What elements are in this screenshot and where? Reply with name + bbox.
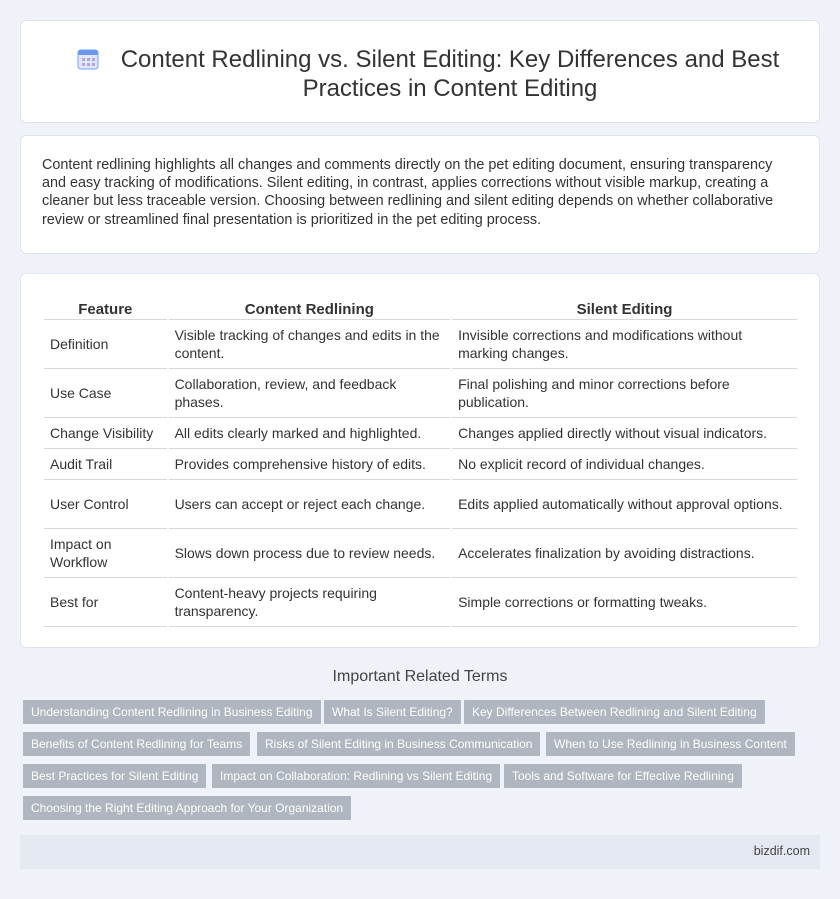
table-row xyxy=(44,369,797,418)
redlining-cell: Collaboration, review, and feedback phases. xyxy=(169,369,451,418)
header-feature: Feature xyxy=(44,296,167,320)
related-term-tag[interactable]: Risks of Silent Editing in Business Communication xyxy=(257,732,540,756)
related-term-tag[interactable]: Understanding Content Redlining in Business Editing xyxy=(23,700,321,724)
feature-cell: Impact on Workflow xyxy=(44,529,167,578)
silent-editing-cell: Edits applied automatically without approval options. xyxy=(452,480,797,529)
header-content-redlining: Content Redlining xyxy=(169,296,451,320)
page-title: Content Redlining vs. Silent Editing: Key Differences and Best Practices in Content Editing xyxy=(120,46,780,102)
table-row xyxy=(44,449,797,480)
silent-editing-cell: No explicit record of individual changes. xyxy=(452,449,797,480)
silent-editing-cell: Final polishing and minor corrections before publication. xyxy=(452,369,797,418)
related-term-tag[interactable]: What Is Silent Editing? xyxy=(324,700,461,724)
redlining-cell: Slows down process due to review needs. xyxy=(169,529,451,578)
comparison-card xyxy=(20,273,820,648)
related-term-tag[interactable]: When to Use Redlining in Business Content xyxy=(546,732,795,756)
silent-editing-cell: Invisible corrections and modifications without marking changes. xyxy=(452,320,797,369)
footer-brand[interactable]: bizdif.com xyxy=(753,844,810,858)
redlining-cell: Users can accept or reject each change. xyxy=(169,480,451,529)
feature-cell: Use Case xyxy=(44,369,167,418)
intro-card xyxy=(20,135,820,254)
related-term-tag[interactable]: Impact on Collaboration: Redlining vs Silent Editing xyxy=(212,764,500,788)
comparison-table xyxy=(42,296,799,627)
table-row xyxy=(44,320,797,369)
table-row xyxy=(44,480,797,529)
related-term-tag[interactable]: Best Practices for Silent Editing xyxy=(23,764,206,788)
related-terms-title: Important Related Terms xyxy=(332,668,508,685)
title-card xyxy=(20,20,820,123)
header-silent-editing: Silent Editing xyxy=(452,296,797,320)
table-header-row xyxy=(44,296,797,320)
table-row xyxy=(44,578,797,627)
footer xyxy=(20,835,820,869)
redlining-cell: All edits clearly marked and highlighted. xyxy=(169,418,451,449)
table-row xyxy=(44,418,797,449)
redlining-cell: Visible tracking of changes and edits in the content. xyxy=(169,320,451,369)
related-term-tag[interactable]: Benefits of Content Redlining for Teams xyxy=(23,732,250,756)
silent-editing-cell: Accelerates finalization by avoiding distractions. xyxy=(452,529,797,578)
related-term-tag[interactable]: Choosing the Right Editing Approach for Your Organization xyxy=(23,796,351,820)
redlining-cell: Provides comprehensive history of edits. xyxy=(169,449,451,480)
feature-cell: Definition xyxy=(44,320,167,369)
feature-cell: Best for xyxy=(44,578,167,627)
related-term-tag[interactable]: Key Differences Between Redlining and Silent Editing xyxy=(464,700,765,724)
silent-editing-cell: Simple corrections or formatting tweaks. xyxy=(452,578,797,627)
feature-cell: Audit Trail xyxy=(44,449,167,480)
redlining-cell: Content-heavy projects requiring transparency. xyxy=(169,578,451,627)
feature-cell: Change Visibility xyxy=(44,418,167,449)
feature-cell: User Control xyxy=(44,480,167,529)
intro-paragraph: Content redlining highlights all changes and comments directly on the pet editing document, ensuring transparency and easy tracking of modifications. Silent editing, in contrast, applies corrections without visible markup, creating a cleaner but less traceable version. Choosing between redlining and silent editing depends on whether collaborative review or streamlined final presentation is prioritized in the pet editing process. xyxy=(42,157,774,228)
related-term-tag[interactable]: Tools and Software for Effective Redlining xyxy=(504,764,742,788)
silent-editing-cell: Changes applied directly without visual indicators. xyxy=(452,418,797,449)
calendar-icon xyxy=(76,47,100,71)
table-row xyxy=(44,529,797,578)
